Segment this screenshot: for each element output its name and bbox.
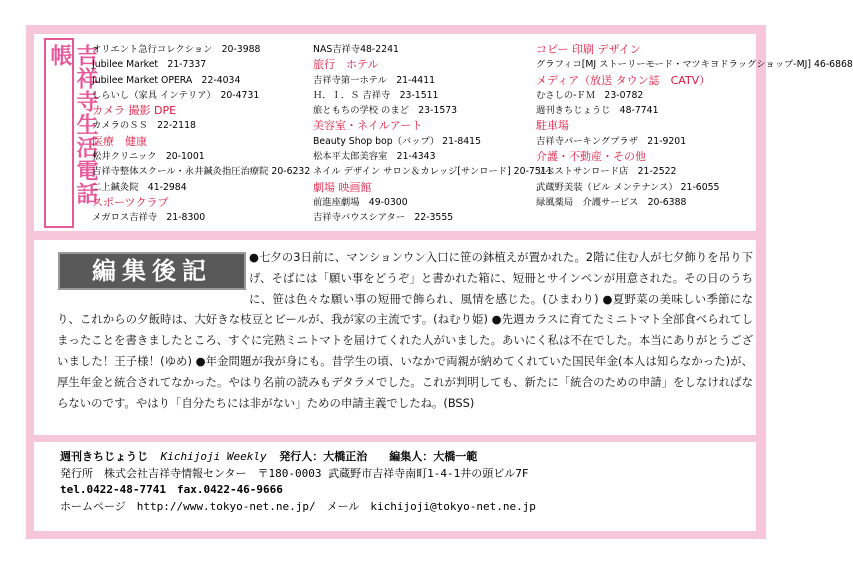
directory-category: 介護・不動産・その他 <box>536 150 646 164</box>
directory-category: 劇場 映画館 <box>313 180 372 194</box>
directory-entry: 吉祥寺パーキングプラザ 21-9201 <box>536 135 687 147</box>
directory-category: カメラ 撮影 DPE <box>92 104 177 118</box>
publisher-editor: 発行人：大橋正治 編集人：大橋一範 <box>279 450 478 463</box>
directory-entry: 二上鍼灸院 41-2984 <box>92 181 187 193</box>
colophon-line-phone: tel.0422-48-7741 fax.0422-46-9666 <box>60 483 283 496</box>
directory-entry: 武蔵野美装（ビル メンテナンス） 21-6055 <box>536 181 720 193</box>
directory-entry: カメラのＳＳ 22-2118 <box>92 120 196 132</box>
directory-category: メディア（放送 タウン誌 CATV） <box>536 73 711 87</box>
directory-column-3 <box>536 42 853 210</box>
directory-category: コピー 印刷 デザイン <box>536 43 641 56</box>
directory-title: 吉祥寺生活電話帳 <box>47 44 98 205</box>
directory-entry: しらいし（家具 インテリア） 20-4731 <box>92 89 260 101</box>
directory-entry: NAS吉祥寺48-2241 <box>313 44 399 55</box>
directory-entry: リベストサンロード店 21-2522 <box>536 166 677 178</box>
editor-note-text: ●七夕の3日前に、マンションウン入口に笹の鉢植えが置かれた。2階に住む人が七夕飾りを吊り下げ、そばには「願い事をどうぞ」と書かれた箱に、短冊とサインペンが用意された。その日のうちに、笹は色々な願い事の短冊で飾られ、風情を感じた。(ひまわり) ●夏野菜の美味しい季節になり、これからの夕飯時は、大好きな枝豆とビールが、我が家の主流です。(ねむり姫) ●先週カラスに育てたミニトマト全部食べられてしまったことを書きましたところ、すぐに完熟ミニトマトを届けてくれた人がいました。あいにく私は不在でした。本当にありがとうございました！王子様！(ゆめ) ●年金問題が我が身にも。昔学生の頃、いなかで両親が納めてくれていた国民年金(本人は知らなかった)が、厚生年金と統合されてなかった。やはり名前の読みもデタラメでした。これが判明しても、新たに「統合のための申請」をしなければならないのです。やはり「自分たちには非がない」ための申請主義でしたね。(BSS) <box>57 250 753 410</box>
directory-entry: 緑風薬局 介護サービス 20-6388 <box>536 196 687 208</box>
colophon-line-address: 発行所 株式会社吉祥寺情報センター 〒180-0003 武蔵野市吉祥寺南町1-4-1井の頭ビル7F <box>60 466 529 480</box>
colophon <box>60 449 750 515</box>
directory-entry: Ｈ．Ｉ．Ｓ 吉祥寺 23-1511 <box>313 89 439 101</box>
directory-category: スポーツクラブ <box>92 195 169 209</box>
directory-category: 旅行 ホテル <box>313 58 379 72</box>
directory-entry: メガロス吉祥寺 21-8300 <box>92 212 206 224</box>
directory-title-box <box>44 38 98 228</box>
directory-entry: むさしの-ＦＭ 23-0782 <box>536 89 644 101</box>
directory-category: 美容室・ネイルアート <box>313 119 423 133</box>
directory-category: 駐車場 <box>536 119 569 133</box>
directory-entry: 週刊きちじょうじ 48-7741 <box>536 105 659 117</box>
directory-entry: グラフィコ[MJ ストーリーモード・マツキヨドラッグショップ-MJ] 46-6868 <box>536 59 853 71</box>
editor-note-title: 編集後記 <box>92 257 212 285</box>
directory-entry: 吉祥寺第一ホテル 21-4411 <box>313 74 436 86</box>
directory-entry: 旅ともちの学校 のまど 23-1573 <box>313 105 458 117</box>
directory-entry: ネイル デザイン サロン＆カレッジ[サンロード] 20-7511 <box>313 166 553 178</box>
directory-entry: 吉祥寺整体スクール・永井鍼灸指圧治療院 20-6232 <box>92 166 311 178</box>
editor-note-body <box>57 247 753 431</box>
directory-entry: 吉祥寺バウスシアター 22-3555 <box>313 212 454 224</box>
directory-entry: Beauty Shop bop（バップ） 21-8415 <box>313 135 481 147</box>
publication-name-en: Kichijoji Weekly <box>160 450 267 463</box>
directory-entry: オリエント急行コレクション 20-3988 <box>92 44 261 55</box>
colophon-line-publication <box>60 449 750 466</box>
directory-category: 医療 健康 <box>92 134 147 148</box>
colophon-line-web[interactable]: ホームページ http://www.tokyo-net.ne.jp/ メール kichijoji@tokyo-net.ne.jp <box>60 499 536 513</box>
directory-entry: 松本平太郎美容室 21-4343 <box>313 151 436 163</box>
publication-name: 週刊きちじょうじ <box>60 450 148 463</box>
heading-spacer <box>57 247 249 291</box>
directory-entry: Jubilee Market OPERA 22-4034 <box>92 74 241 86</box>
directory-entry: 松井クリニック 20-1001 <box>92 151 205 163</box>
directory-column-1 <box>92 42 311 226</box>
directory-entry: 前進座劇場 49-0300 <box>313 196 408 208</box>
directory-entry: Jubilee Market 21-7337 <box>92 59 207 71</box>
